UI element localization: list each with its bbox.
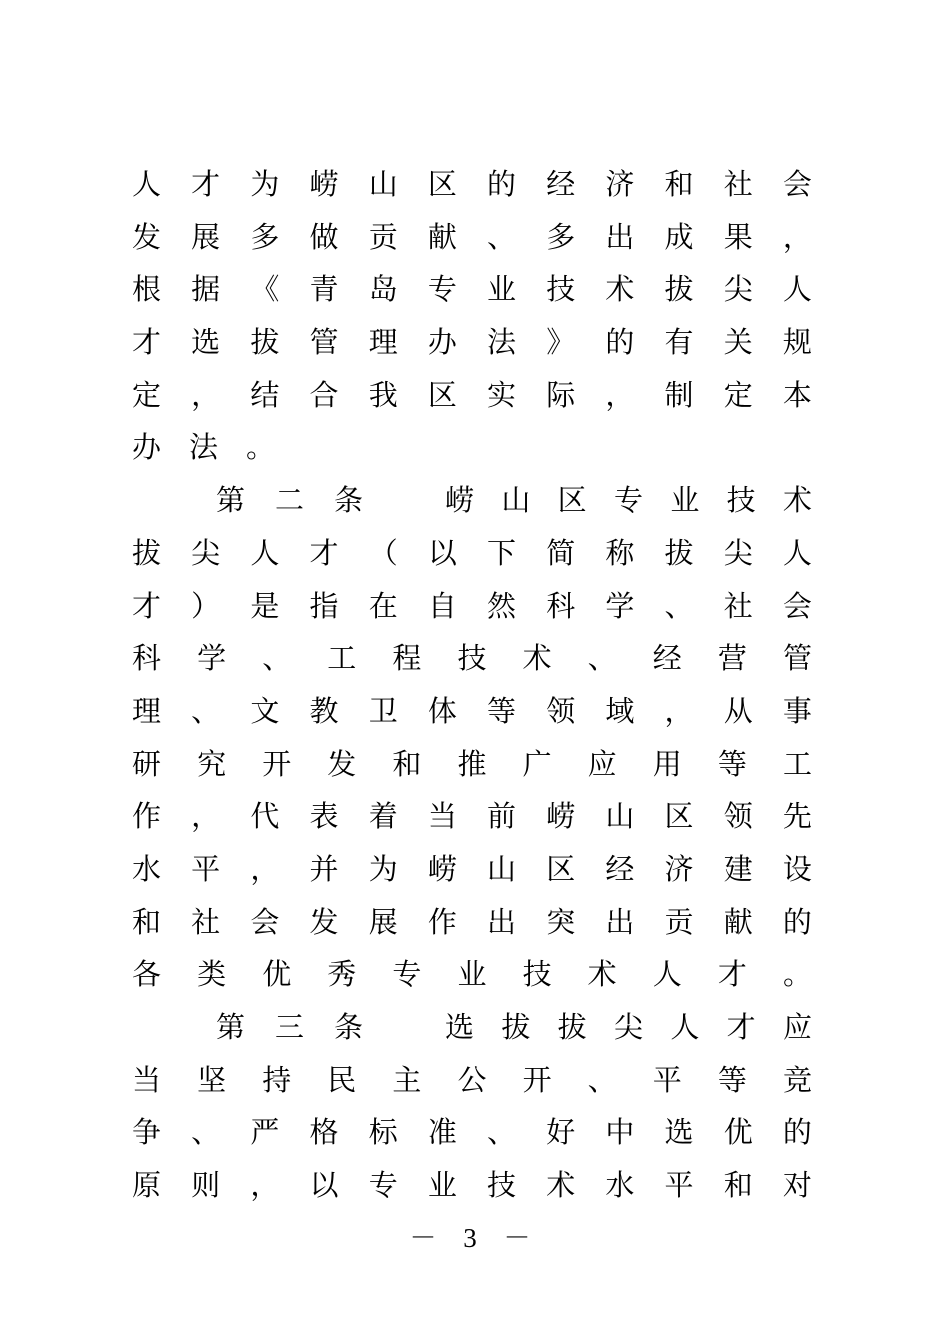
text-line: 水 平 ， 并 为 崂 山 区 经 济 建 设 <box>132 851 812 886</box>
text-line: 第 三 条 选 拔 拔 尖 人 才 应 <box>216 1010 812 1044</box>
text-line: 当 坚 持 民 主 公 开 、 平 等 竞 <box>132 1062 812 1097</box>
text-line: 人 才 为 崂 山 区 的 经 济 和 社 会 <box>132 167 812 201</box>
text-line: 科 学 、 工 程 技 术 、 经 营 管 <box>132 641 812 676</box>
text-line: 研 究 开 发 和 推 广 应 用 等 工 <box>132 746 812 781</box>
text-line: 各 类 优 秀 专 业 技 术 人 才 。 <box>132 957 812 992</box>
text-line: 根 据 《 青 岛 专 业 技 术 拔 尖 人 <box>132 272 812 307</box>
text-line: 理 、 文 教 卫 体 等 领 域 ， 从 事 <box>132 693 812 728</box>
body-text <box>132 158 812 1212</box>
text-line: 和 社 会 发 展 作 出 突 出 贡 献 的 <box>132 904 812 939</box>
text-line: 发 展 多 做 贡 献 、 多 出 成 果 ， <box>132 219 812 254</box>
text-line: 原 则 ， 以 专 业 技 术 水 平 和 对 <box>132 1168 812 1203</box>
text-line: 拔 尖 人 才 （ 以 下 简 称 拔 尖 人 <box>132 535 812 570</box>
text-line: 办 法 。 <box>132 430 276 465</box>
page-number: － 3 － <box>409 1223 541 1253</box>
text-line: 才 ） 是 指 在 自 然 科 学 、 社 会 <box>132 588 812 623</box>
text-line: 第 二 条 崂 山 区 专 业 技 术 <box>216 483 812 518</box>
text-line: 争 、 严 格 标 准 、 好 中 选 优 的 <box>132 1115 812 1150</box>
text-line: 才 选 拔 管 理 办 法 》 的 有 关 规 <box>132 325 812 360</box>
text-line: 作 ， 代 表 着 当 前 崂 山 区 领 先 <box>132 799 812 834</box>
text-line: 定 ， 结 合 我 区 实 际 ， 制 定 本 <box>132 377 812 412</box>
